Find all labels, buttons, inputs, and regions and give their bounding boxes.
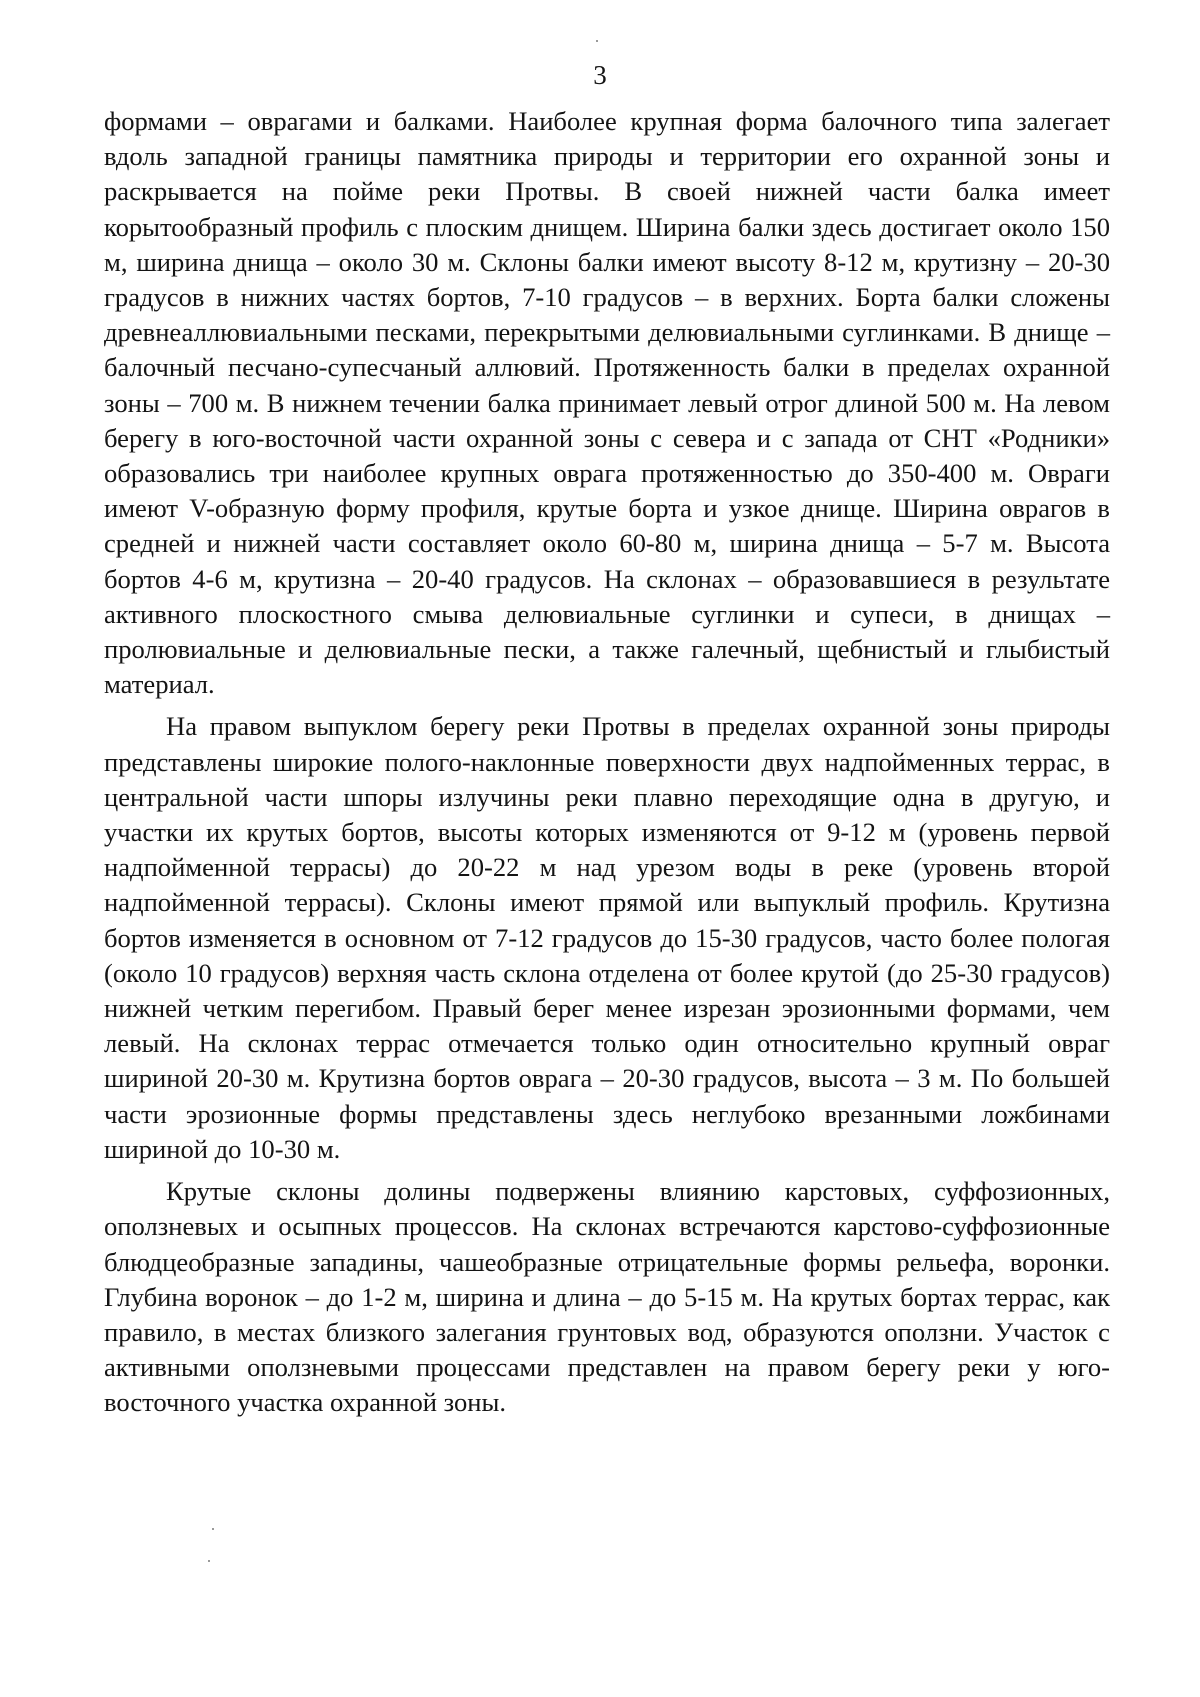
page-number: 3	[593, 60, 607, 90]
scan-speck	[596, 40, 598, 42]
paragraph-2: На правом выпуклом берегу реки Протвы в пределах охранной зоны природы представлены широкие полого-наклонные поверхности двух надпойменных террас, в центральной части шпоры излучины реки плавно переходящие одна в другую, и участки их крутых бортов, высоты которых изменяются от 9-12 м (уровень первой надпойменной террасы) до 20-22 м над урезом воды в реке (уровень второй надпойменной террасы). Склоны имеют прямой или выпуклый профиль. Крутизна бортов изменяется в основном от 7-12 градусов до 15-30 градусов, часто более пологая (около 10 градусов) верхняя часть склона отделена от более крутой (до 25-30 градусов) нижней четким перегибом. Правый берег менее изрезан эрозионными формами, чем левый. На склонах террас отмечается только один относительно крупный овраг шириной 20-30 м. Крутизна бортов оврага – 20-30 градусов, высота – 3 м. По большей части эрозионные формы представлены здесь неглубоко врезанными ложбинами шириной до 10-30 м.	[104, 711, 1110, 1164]
scan-speck	[208, 1560, 210, 1562]
paragraph-3: Крутые склоны долины подвержены влиянию карстовых, суффозионных, оползневых и осыпных процессов. На склонах встречаются карстово-суффозионные блюдцеобразные западины, чашеобразные отрицательные формы рельефа, воронки. Глубина воронок – до 1-2 м, ширина и длина – до 5-15 м. На крутых бортах террас, как правило, в местах близкого залегания грунтовых вод, образуются оползни. Участок с активными оползневыми процессами представлен на правом берегу реки у юго-восточного участка охранной зоны.	[104, 1176, 1110, 1418]
document-body	[104, 104, 1110, 1421]
paragraph-1: формами – оврагами и балками. Наиболее крупная форма балочного типа залегает вдоль западной границы памятника природы и территории его охранной зоны и раскрывается на пойме реки Протвы. В своей нижней части балка имеет корытообразный профиль с плоским днищем. Ширина балки здесь достигает около 150 м, ширина днища – около 30 м. Склоны балки имеют высоту 8-12 м, крутизну – 20-30 градусов в нижних частях бортов, 7-10 градусов – в верхних. Борта балки сложены древнеаллювиальными песками, перекрытыми делювиальными суглинками. В днище – балочный песчано-супесчаный аллювий. Протяженность балки в пределах охранной зоны – 700 м. В нижнем течении балка принимает левый отрог длиной 500 м. На левом берегу в юго-восточной части охранной зоны с севера и с запада от СНТ «Родники» образовались три наиболее крупных оврага протяженностью до 350-400 м. Овраги имеют V-образную форму профиля, крутые борта и узкое днище. Ширина оврагов в средней и нижней части составляет около 60-80 м, ширина днища – 5-7 м. Высота бортов 4-6 м, крутизна – 20-40 градусов. На склонах – образовавшиеся в результате активного плоскостного смыва делювиальные суглинки и супеси, в днищах – пролювиальные и делювиальные пески, а также галечный, щебнистый и глыбистый материал.	[104, 106, 1110, 700]
scan-speck	[212, 1528, 214, 1530]
